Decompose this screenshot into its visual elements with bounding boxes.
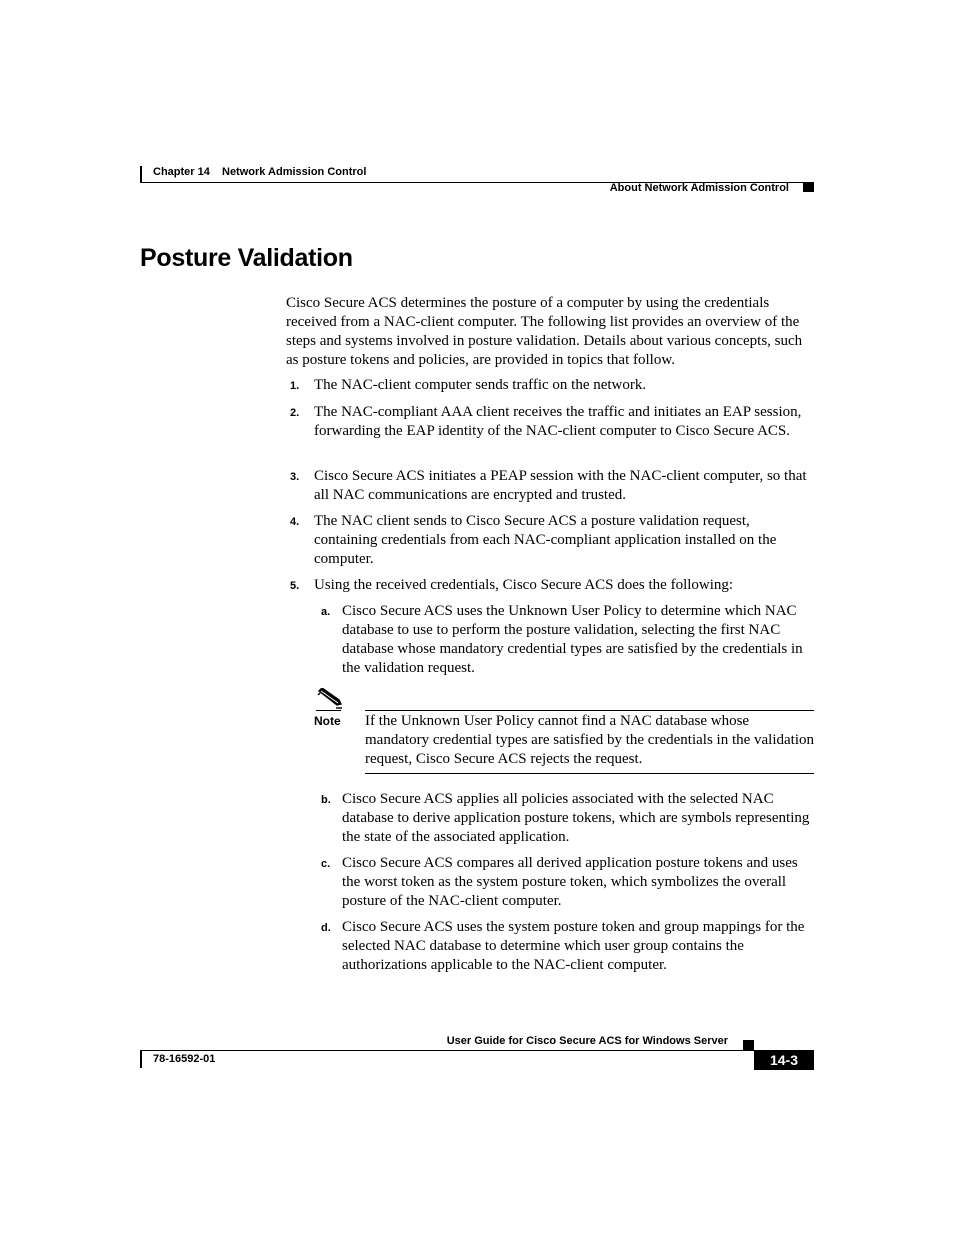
substep-text: Cisco Secure ACS uses the Unknown User Policy to determine which NAC database to use to perform the posture validation, selecting the first NAC database whose mandatory credential types are satisfied by the credentials in the validation request. (342, 603, 803, 676)
footer-marker (743, 1040, 754, 1050)
page-title: Posture Validation (140, 244, 353, 272)
footer-guide-title: User Guide for Cisco Secure ACS for Windows Server (446, 1035, 728, 1047)
note-rule-bottom (365, 773, 814, 774)
note-rule-top (365, 710, 814, 711)
substep-letter: d. (321, 922, 331, 934)
header-marker (803, 182, 814, 192)
doc-number: 78-16592-01 (153, 1053, 216, 1065)
substep-letter: a. (321, 606, 331, 618)
note-label: Note (314, 714, 341, 728)
step-text: The NAC client sends to Cisco Secure ACS a posture validation request, containing credentials from each NAC-compliant application installed on the computer. (314, 513, 777, 567)
chapter-title: Network Admission Control (222, 166, 367, 178)
step-number: 4. (290, 516, 300, 528)
section-title: About Network Admission Control (609, 182, 789, 194)
substep-letter: b. (321, 794, 331, 806)
note-label-rule (316, 710, 341, 711)
step-text: The NAC-client computer sends traffic on the network. (314, 377, 647, 393)
substep-text: Cisco Secure ACS compares all derived application posture tokens and uses the worst token as the system posture token, which symbolizes the overall posture of the NAC-client computer. (342, 855, 798, 909)
note-text: If the Unknown User Policy cannot find a NAC database whose mandatory credential types are satisfied by the credentials in the validation request, Cisco Secure ACS rejects the request. (365, 713, 815, 767)
pencil-note-icon (316, 688, 344, 710)
chapter-label: Chapter 14 (153, 166, 210, 178)
step-text: Cisco Secure ACS initiates a PEAP session with the NAC-client computer, so that all NAC communications are encrypted and trusted. (314, 468, 807, 503)
footer-rule (140, 1050, 814, 1051)
page-number: 14-3 (754, 1050, 814, 1070)
intro-paragraph: Cisco Secure ACS determines the posture of a computer by using the credentials received from a NAC-client computer. The following list provides an overview of the steps and systems involved in posture validation. Details about various concepts, such as posture tokens and policies, are provided in topics that follow. (286, 295, 803, 368)
step-text: The NAC-compliant AAA client receives the traffic and initiates an EAP session, forwarding the EAP identity of the NAC-client computer to Cisco Secure ACS. (314, 404, 802, 439)
step-number: 1. (290, 380, 300, 392)
substep-text: Cisco Secure ACS applies all policies associated with the selected NAC database to derive application posture tokens, which are symbols representing the state of the associated application. (342, 791, 810, 845)
step-number: 2. (290, 407, 300, 419)
footer-left-bar (140, 1050, 142, 1068)
step-number: 3. (290, 471, 300, 483)
substep-text: Cisco Secure ACS uses the system posture token and group mappings for the selected NAC database to determine which user group contains the authorizations applicable to the NAC-client computer. (342, 919, 805, 973)
step-text: Using the received credentials, Cisco Secure ACS does the following: (314, 577, 734, 593)
header-left-bar (140, 166, 142, 183)
step-number: 5. (290, 580, 300, 592)
substep-letter: c. (321, 858, 331, 870)
